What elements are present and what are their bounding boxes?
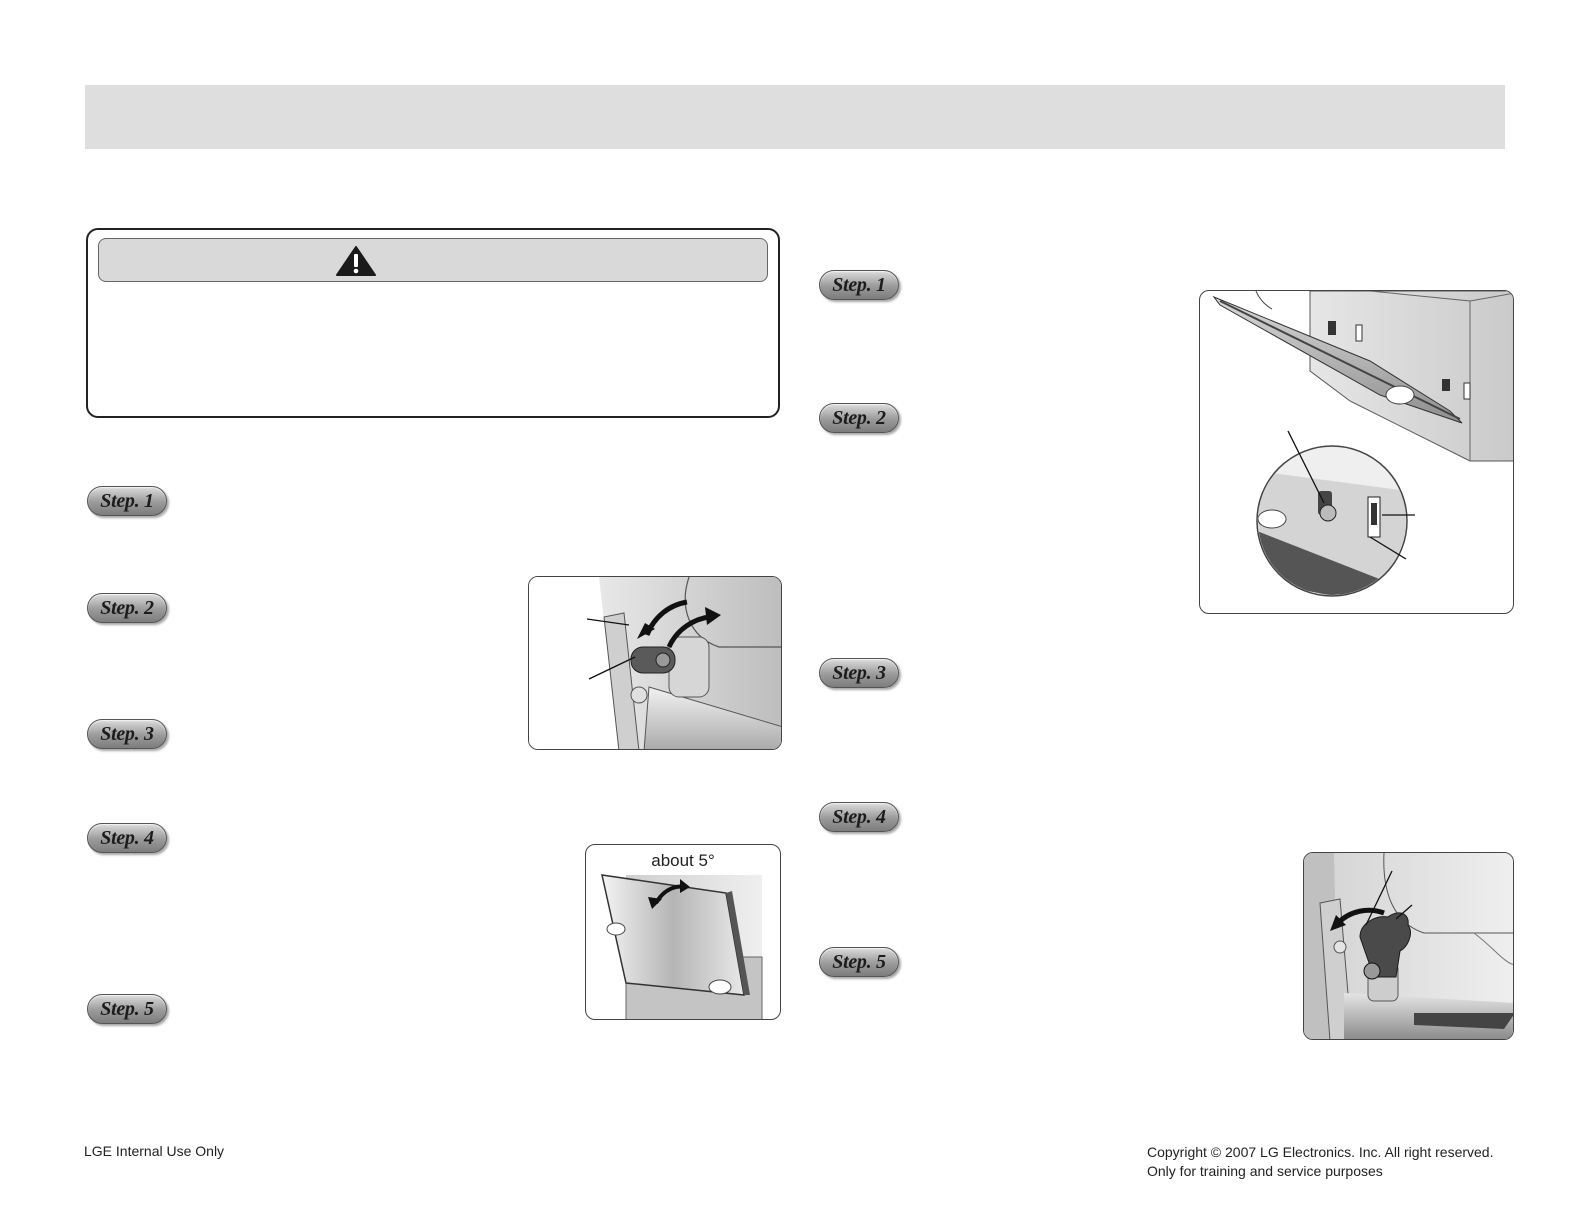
footer-internal-use: LGE Internal Use Only (84, 1143, 225, 1159)
right-step-5-badge: Step. 5 (819, 947, 899, 977)
warning-box (86, 228, 780, 418)
header-bar (85, 85, 1505, 149)
left-step-2-badge: Step. 2 (87, 593, 167, 623)
warning-title-bar (98, 238, 768, 282)
right-step-4-badge: Step. 4 (819, 802, 899, 832)
footer-copyright-block (1147, 1143, 1493, 1181)
hinge-relock-figure (1303, 852, 1514, 1040)
door-tilt-angle-label: about 5° (651, 851, 715, 870)
hinge-lever-figure (528, 576, 782, 750)
door-removal-figure (1199, 290, 1514, 614)
right-step-2-badge: Step. 2 (819, 403, 899, 433)
left-step-5-badge: Step. 5 (87, 994, 167, 1024)
right-step-1-badge: Step. 1 (819, 270, 899, 300)
right-step-3-badge: Step. 3 (819, 658, 899, 688)
warning-triangle-icon (335, 245, 377, 277)
door-tilt-figure (585, 844, 781, 1020)
left-step-3-badge: Step. 3 (87, 719, 167, 749)
left-step-4-badge: Step. 4 (87, 823, 167, 853)
footer-copyright: Copyright © 2007 LG Electronics. Inc. All right reserved. (1147, 1144, 1494, 1160)
footer-purpose: Only for training and service purposes (1147, 1163, 1383, 1179)
left-step-1-badge: Step. 1 (87, 486, 167, 516)
